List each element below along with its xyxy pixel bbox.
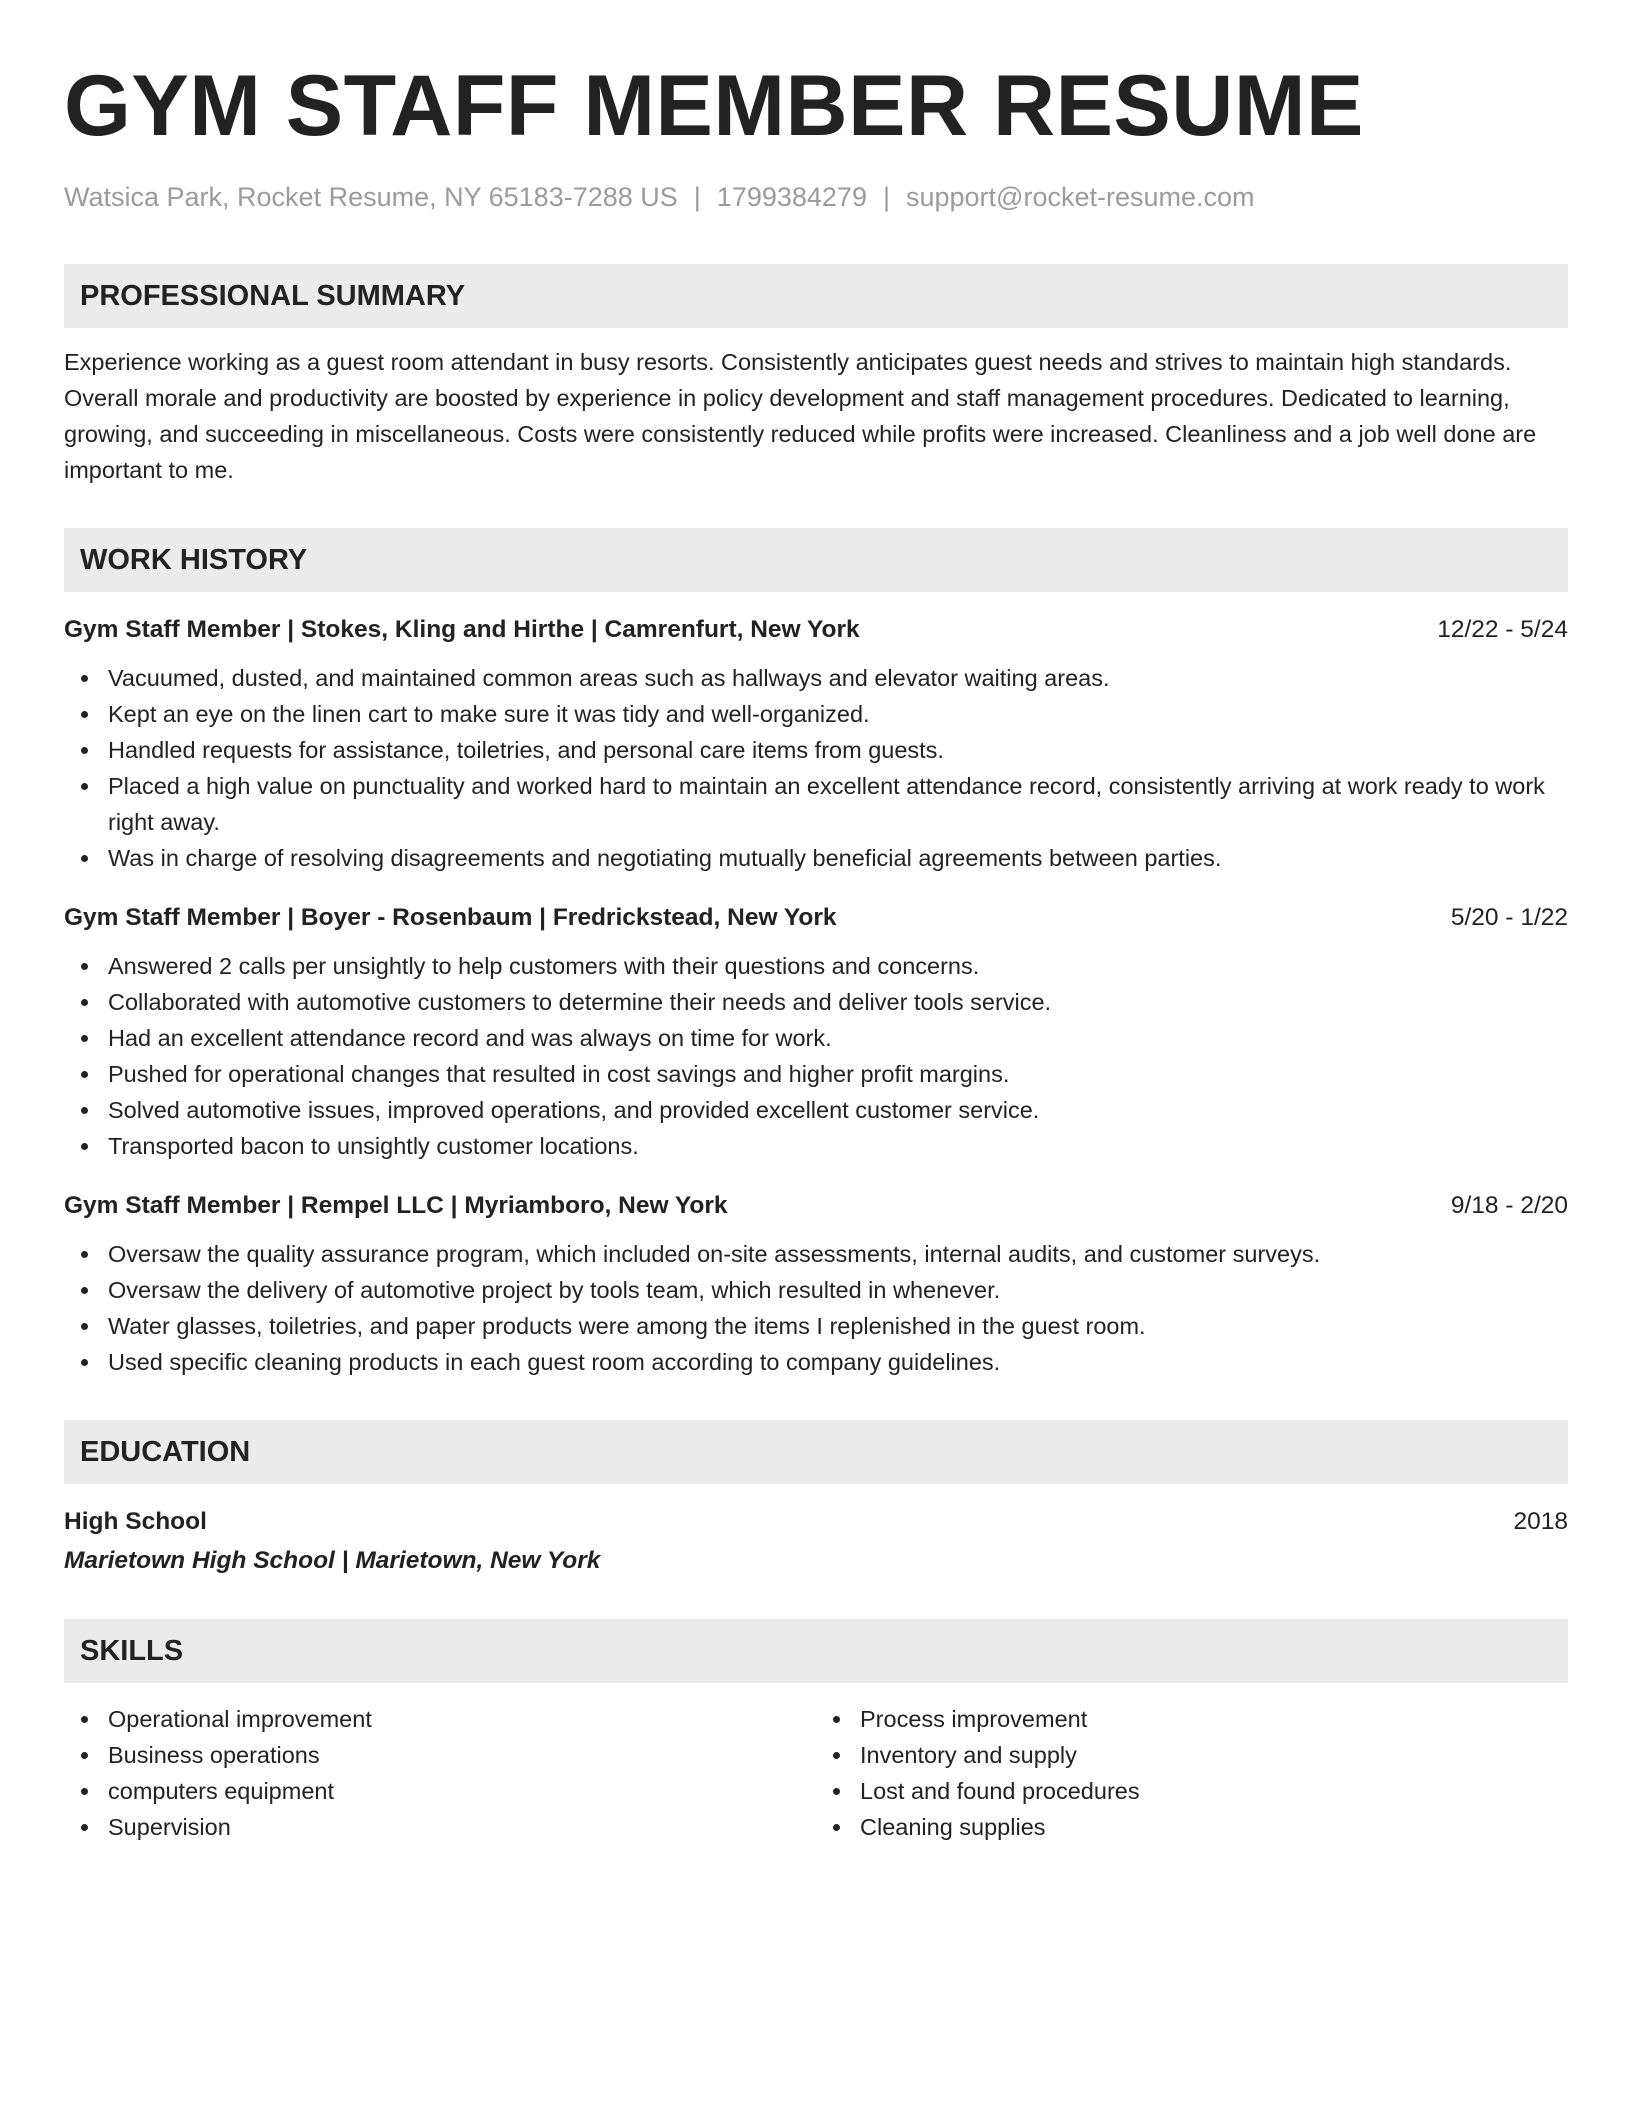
job-bullet-text: Water glasses, toiletries, and paper products were among the items I replenished in the guest room. bbox=[108, 1313, 1146, 1339]
job-bullet-text: Had an excellent attendance record and was always on time for work. bbox=[108, 1025, 832, 1051]
job-dates: 5/20 - 1/22 bbox=[1450, 904, 1568, 931]
job-bullet-text: Solved automotive issues, improved operations, and provided excellent customer service. bbox=[108, 1097, 1040, 1123]
job-title: Gym Staff Member | Boyer - Rosenbaum | Fredrickstead, New York bbox=[64, 904, 837, 931]
job-bullet-text: Transported bacon to unsightly customer locations. bbox=[108, 1133, 639, 1159]
bullet-icon bbox=[81, 1251, 88, 1258]
skill-text: Operational improvement bbox=[108, 1706, 372, 1732]
job-bullet bbox=[108, 732, 1568, 768]
job-entry bbox=[64, 900, 1568, 1164]
contact-line bbox=[64, 180, 1568, 214]
bullet-icon bbox=[81, 1788, 88, 1795]
bullet-icon bbox=[81, 1035, 88, 1042]
bullet-icon bbox=[81, 1107, 88, 1114]
job-bullet-text: Kept an eye on the linen cart to make sure it was tidy and well-organized. bbox=[108, 701, 870, 727]
job-bullet bbox=[108, 1236, 1568, 1272]
skills-grid bbox=[64, 1701, 1568, 1845]
skills-column-right bbox=[816, 1701, 1568, 1845]
bullet-icon bbox=[81, 1071, 88, 1078]
bullet-icon bbox=[81, 1716, 88, 1723]
job-bullet-list bbox=[64, 1236, 1568, 1380]
bullet-icon bbox=[81, 1752, 88, 1759]
job-header bbox=[64, 612, 1568, 648]
job-title: Gym Staff Member | Rempel LLC | Myriamboro, New York bbox=[64, 1192, 728, 1219]
education-year: 2018 bbox=[1513, 1508, 1568, 1535]
job-bullet bbox=[108, 840, 1568, 876]
job-bullet-text: Answered 2 calls per unsightly to help customers with their questions and concerns. bbox=[108, 953, 980, 979]
job-header bbox=[64, 1188, 1568, 1224]
bullet-icon bbox=[81, 1359, 88, 1366]
job-bullet bbox=[108, 984, 1568, 1020]
education-entry bbox=[64, 1504, 1568, 1579]
job-bullet-text: Collaborated with automotive customers to determine their needs and deliver tools service. bbox=[108, 989, 1052, 1015]
contact-email: support@rocket-resume.com bbox=[905, 182, 1255, 212]
bullet-icon bbox=[833, 1788, 840, 1795]
bullet-icon bbox=[81, 675, 88, 682]
bullet-icon bbox=[833, 1716, 840, 1723]
job-bullet bbox=[108, 948, 1568, 984]
bullet-icon bbox=[81, 999, 88, 1006]
bullet-icon bbox=[81, 1323, 88, 1330]
education-header bbox=[64, 1504, 1568, 1540]
job-header bbox=[64, 900, 1568, 936]
bullet-icon bbox=[81, 963, 88, 970]
skill-item bbox=[860, 1809, 1568, 1845]
education-degree: High School bbox=[64, 1508, 207, 1535]
job-bullet bbox=[108, 1020, 1568, 1056]
bullet-icon bbox=[81, 747, 88, 754]
job-bullet-text: Vacuumed, dusted, and maintained common areas such as hallways and elevator waiting areas. bbox=[108, 665, 1110, 691]
section-heading-skills: SKILLS bbox=[64, 1619, 1568, 1683]
skill-text: Cleaning supplies bbox=[860, 1814, 1046, 1840]
job-bullet-text: Placed a high value on punctuality and worked hard to maintain an excellent attendance record, consistently arriving at work ready to work right away. bbox=[108, 773, 1545, 835]
job-dates: 12/22 - 5/24 bbox=[1437, 616, 1568, 643]
contact-phone: 1799384279 bbox=[716, 182, 867, 212]
skill-text: Supervision bbox=[108, 1814, 231, 1840]
skill-item bbox=[860, 1773, 1568, 1809]
bullet-icon bbox=[81, 1287, 88, 1294]
job-title: Gym Staff Member | Stokes, Kling and Hirthe | Camrenfurt, New York bbox=[64, 616, 860, 643]
job-bullet bbox=[108, 1344, 1568, 1380]
bullet-icon bbox=[81, 711, 88, 718]
skill-text: computers equipment bbox=[108, 1778, 334, 1804]
contact-separator: | bbox=[882, 182, 890, 212]
contact-separator: | bbox=[693, 182, 701, 212]
skill-item bbox=[108, 1701, 816, 1737]
bullet-icon bbox=[81, 1143, 88, 1150]
job-bullet-text: Oversaw the delivery of automotive project by tools team, which resulted in whenever. bbox=[108, 1277, 1001, 1303]
job-dates: 9/18 - 2/20 bbox=[1450, 1192, 1568, 1219]
job-bullet bbox=[108, 768, 1568, 840]
job-bullet-text: Was in charge of resolving disagreements and negotiating mutually beneficial agreements between parties. bbox=[108, 845, 1222, 871]
skill-item bbox=[108, 1773, 816, 1809]
bullet-icon bbox=[81, 783, 88, 790]
section-heading-work-history: WORK HISTORY bbox=[64, 528, 1568, 592]
skill-text: Lost and found procedures bbox=[860, 1778, 1140, 1804]
section-heading-summary: PROFESSIONAL SUMMARY bbox=[64, 264, 1568, 328]
job-bullet bbox=[108, 1308, 1568, 1344]
job-bullet bbox=[108, 1272, 1568, 1308]
bullet-icon bbox=[81, 1824, 88, 1831]
job-bullet bbox=[108, 1056, 1568, 1092]
job-entry bbox=[64, 1188, 1568, 1380]
resume-title: GYM STAFF MEMBER RESUME bbox=[64, 58, 1364, 154]
job-bullet-text: Handled requests for assistance, toiletries, and personal care items from guests. bbox=[108, 737, 944, 763]
job-entry bbox=[64, 612, 1568, 876]
section-heading-education: EDUCATION bbox=[64, 1420, 1568, 1484]
job-bullet-list bbox=[64, 660, 1568, 876]
job-bullet-text: Oversaw the quality assurance program, which included on-site assessments, internal audits, and customer surveys. bbox=[108, 1241, 1321, 1267]
bullet-icon bbox=[833, 1824, 840, 1831]
education-school: Marietown High School | Marietown, New York bbox=[64, 1547, 601, 1574]
summary-text: Experience working as a guest room attendant in busy resorts. Consistently anticipates guest needs and strives to maintain high standards. Overall morale and productivity are boosted by experience in policy development and staff management procedures. Dedicated to learning, growing, and succeeding in miscellaneous. Costs were consistently reduced while profits were increased. Cleanliness and a job well done are important to me. bbox=[64, 349, 1537, 483]
skill-text: Process improvement bbox=[860, 1706, 1088, 1732]
job-bullet-list bbox=[64, 948, 1568, 1164]
skill-item bbox=[108, 1737, 816, 1773]
job-bullet bbox=[108, 696, 1568, 732]
job-bullet bbox=[108, 1128, 1568, 1164]
skill-item bbox=[860, 1701, 1568, 1737]
bullet-icon bbox=[81, 855, 88, 862]
skills-column-left bbox=[64, 1701, 816, 1845]
skill-text: Inventory and supply bbox=[860, 1742, 1077, 1768]
job-bullet-text: Used specific cleaning products in each guest room according to company guidelines. bbox=[108, 1349, 1001, 1375]
skill-item bbox=[860, 1737, 1568, 1773]
job-bullet-text: Pushed for operational changes that resulted in cost savings and higher profit margins. bbox=[108, 1061, 1010, 1087]
job-bullet bbox=[108, 660, 1568, 696]
contact-address: Watsica Park, Rocket Resume, NY 65183-7288 US bbox=[64, 182, 678, 212]
bullet-icon bbox=[833, 1752, 840, 1759]
job-bullet bbox=[108, 1092, 1568, 1128]
skill-text: Business operations bbox=[108, 1742, 320, 1768]
skill-item bbox=[108, 1809, 816, 1845]
